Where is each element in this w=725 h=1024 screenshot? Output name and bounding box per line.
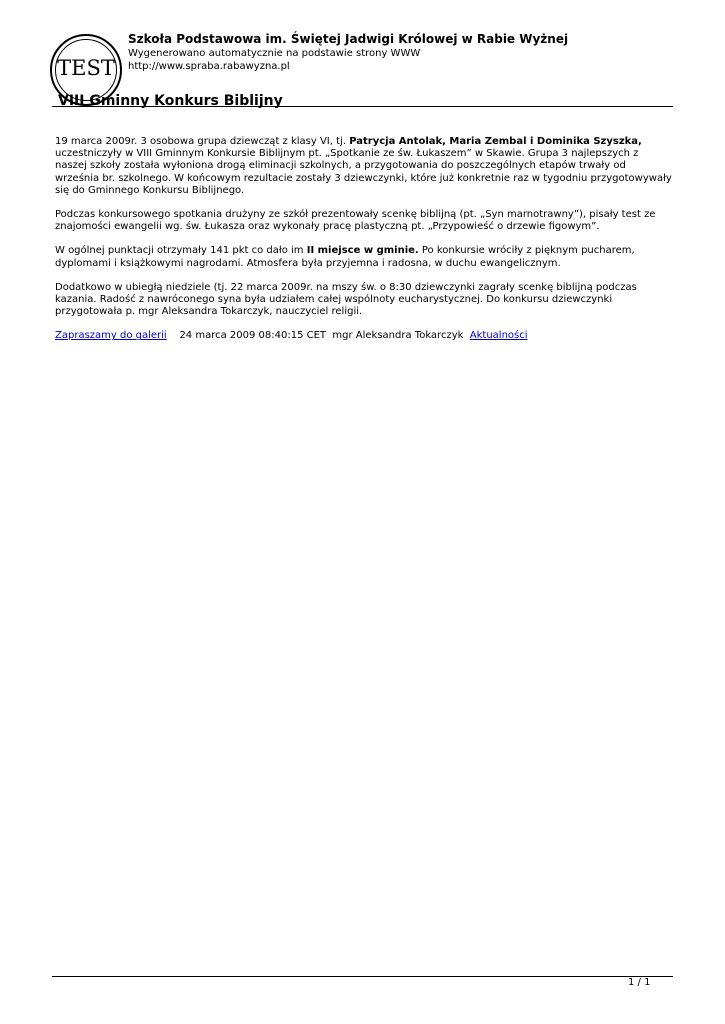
paragraph-3-intro: W ogólnej punktacji otrzymały 141 pkt co dało im [55, 245, 307, 257]
paragraph-1 [55, 136, 673, 197]
article-meta [55, 330, 673, 342]
paragraph-3-rest: Po konkursie wróciły z pięknym pucharem, dyplomami i książkowymi nagrodami. Atmosfera była przyjemna i radosna, w duchu ewangelicznym. [55, 245, 635, 269]
paragraph-1-rest: uczestniczyły w VIII Gminnym Konkursie Biblijnym pt. „Spotkanie ze św. Łukaszem” w Skawie. Grupa 3 najlepszych z naszej szkoły została wyłoniona drogą eliminacji szkolnych, a przygotowania do poszczególnych etapów trwały od września br. szkolnego. W końcowym rezultacie zostały 3 dziewczynki, które już konkretnie raz w tygodniu przygotowywały się do Gminnego Konkursu Biblijnego. [55, 148, 672, 196]
school-name: Szkoła Podstawowa im. Świętej Jadwigi Królowej w Rabie Wyżnej [128, 32, 569, 46]
paragraph-2: Podczas konkursowego spotkania drużyny ze szkół prezentowały scenkę biblijną (pt. „Syn marnotrawny”), pisały test ze znajomości ewangelii wg. św. Łukasza oraz wykonały pracę plastyczną pt. „Przypowieść o drzewie figowym”. [55, 209, 656, 233]
generated-note: Wygenerowano automatycznie na podstawie strony WWW [128, 48, 421, 59]
page-header [128, 32, 568, 73]
paragraph-1-intro: 19 marca 2009r. 3 osobowa grupa dziewcząt z klasy VI, tj. [55, 136, 350, 147]
page-number: 1 / 1 [628, 977, 651, 988]
article-title: VIII Gminny Konkurs Biblijny [58, 93, 283, 109]
participant-names: Patrycja Antolak, Maria Zembal i Dominika Szyszka, [349, 136, 642, 147]
article-body [55, 136, 673, 343]
author: mgr Aleksandra Tokarczyk [332, 330, 464, 342]
paragraph-4: Dodatkowo w ubiegłą niedziele (tj. 22 marca 2009r. na mszy św. o 8:30 dziewczynki zagrały scenkę biblijną podczas kazania. Radość z nawróconego syna była udziałem całej wspólnoty eucharystycznej. Do konkursu dziewczynki przygotowała p. mgr Aleksandra Tokarczyk, nauczyciel religii. [55, 281, 637, 318]
timestamp: 24 marca 2009 08:40:15 CET [179, 330, 327, 342]
category-link[interactable]: Aktualności [469, 330, 528, 342]
gallery-link[interactable]: Zapraszamy do galerii [55, 330, 167, 342]
title-divider [52, 106, 673, 107]
paragraph-3 [55, 245, 673, 269]
site-url: http://www.spraba.rabawyzna.pl [128, 61, 290, 72]
place-result: II miejsce w gminie. [306, 245, 419, 257]
logo-text: TEST [57, 56, 115, 80]
footer-divider [52, 976, 673, 977]
